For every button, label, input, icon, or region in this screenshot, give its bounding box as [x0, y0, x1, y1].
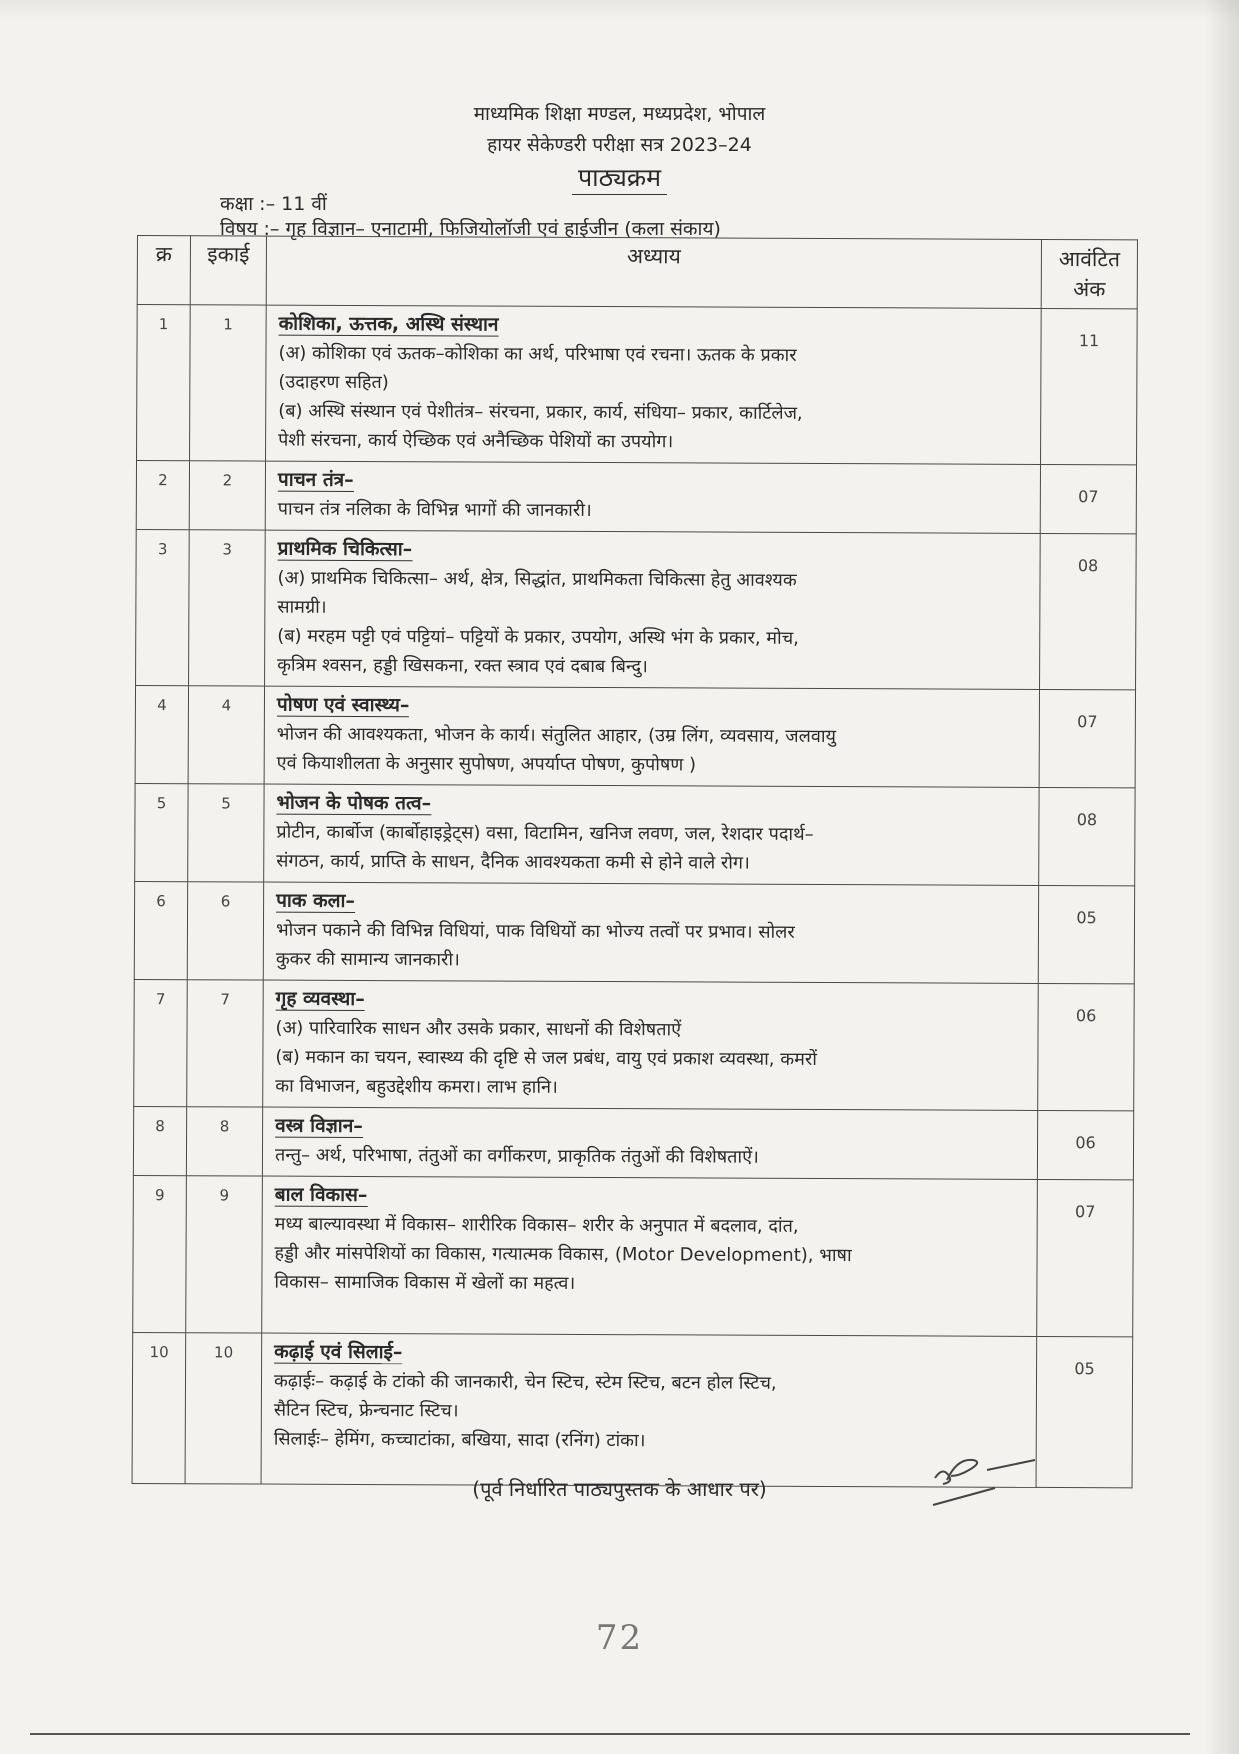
row-sno: 3 — [136, 529, 190, 685]
row-unit: 7 — [187, 980, 264, 1107]
row-sno: 4 — [135, 685, 188, 783]
subject-line: विषय :– गृह विज्ञान– एनाटामी, फिजियोलॉजी एवं हाईजीन (कला संकाय) — [220, 218, 721, 240]
row-unit: 4 — [188, 686, 264, 784]
header-marks-line1: आवंटित — [1058, 247, 1121, 272]
chapter-title-text: बाल विकास– — [274, 1183, 368, 1207]
table-row — [136, 529, 1137, 689]
chapter-title-text: कोशिका, ऊत्तक, अस्थि संस्थान — [278, 312, 499, 336]
exam-session: हायर सेकेण्डरी परीक्षा सत्र 2023–24 — [487, 134, 752, 156]
chapter-title — [274, 1338, 1028, 1370]
chapter-line: (ब) अस्थि संस्थान एवं पेशीतंत्र– संरचना, प्रकार, कार्य, संधिया– प्रकार, कार्टिलेज, — [278, 400, 803, 424]
chapter-line: (ब) मकान का चयन, स्वास्थ्य की दृष्टि से जल प्रबंध, वायु एवं प्रकाश व्यवस्था, कमरों — [275, 1046, 817, 1070]
row-chapter — [266, 305, 1042, 464]
blank-spacer — [274, 1297, 1028, 1330]
chapter-title — [276, 789, 1030, 821]
scan-shade-top — [0, 0, 1239, 22]
class-line: कक्षा :– 11 वीं — [220, 193, 327, 215]
row-unit: 2 — [189, 461, 265, 530]
chapter-line: भोजन की आवश्यकता, भोजन के कार्य। संतुलित आहार, (उम्र लिंग, व्यवसाय, जलवायु — [276, 723, 837, 748]
chapter-line: संगठन, कार्य, प्राप्ति के साधन, दैनिक आवश्यकता कमी से होने वाले रोग। — [276, 850, 750, 874]
chapter-line: कढ़ाईः– कढ़ाई के टांको की जानकारी, चेन स्टिच, स्टेम स्टिच, बटन होल स्टिच, — [273, 1370, 777, 1394]
header-marks-line2: अंक — [1073, 277, 1106, 302]
chapter-line: एवं कियाशीलता के अनुसार सुपोषण, अपर्याप्त पोषण, कुपोषण ) — [276, 752, 697, 776]
chapter-line: प्रोटीन, कार्बोज (कार्बोहाइड्रेट्स) वसा, विटामिन, खनिज लवण, जल, रेशदार पदार्थ– — [276, 821, 814, 845]
chapter-line: कृत्रिम श्वसन, हड्डी खिसकना, रक्त स्त्राव एवं दबाब बिन्दु। — [277, 654, 648, 678]
chapter-title — [276, 887, 1030, 919]
syllabus-table — [132, 235, 1138, 1488]
chapter-line: सामग्री। — [277, 596, 327, 618]
row-unit: 9 — [186, 1176, 263, 1333]
row-marks: 06 — [1038, 983, 1135, 1110]
document-title-text: पाठ्यक्रम — [572, 163, 667, 195]
chapter-title — [277, 691, 1031, 723]
row-chapter — [263, 980, 1039, 1110]
signature-mark — [925, 1450, 1045, 1520]
footer-note: (पूर्व निर्धारित पाठ्यपुस्तक के आधार पर) — [472, 1477, 767, 1501]
row-unit: 5 — [188, 784, 264, 882]
chapter-title-text: गृह व्यवस्था– — [275, 987, 365, 1011]
row-unit: 3 — [189, 530, 266, 686]
chapter-line: कुकर की सामान्य जानकारी। — [275, 948, 460, 971]
chapter-line: विकास– सामाजिक विकास में खेलों का महत्व। — [274, 1271, 576, 1294]
row-sno: 5 — [135, 783, 188, 881]
header-chapter: अध्याय — [266, 236, 1041, 308]
chapter-title-text: पोषण एवं स्वास्थ्य– — [276, 693, 410, 717]
chapter-line: (उदाहरण सहित) — [278, 371, 389, 394]
row-marks: 07 — [1037, 1179, 1134, 1336]
table-row — [134, 881, 1134, 983]
row-marks: 05 — [1038, 885, 1134, 983]
row-marks: 08 — [1040, 533, 1137, 689]
chapter-title — [275, 1112, 1029, 1144]
row-chapter — [265, 530, 1041, 689]
chapter-title-text: वस्त्र विज्ञान– — [275, 1114, 363, 1137]
row-sno: 9 — [133, 1175, 187, 1332]
table-row — [133, 1175, 1134, 1336]
board-name: माध्यमिक शिक्षा मण्डल, मध्यप्रदेश, भोपाल — [473, 103, 766, 125]
row-marks: 06 — [1037, 1110, 1133, 1179]
row-unit: 8 — [186, 1107, 262, 1176]
header-marks — [1041, 239, 1137, 308]
row-unit: 1 — [190, 305, 267, 461]
chapter-line: तन्तु– अर्थ, परिभाषा, तंतुओं का वर्गीकरण, प्राकृतिक तंतुओं की विशेषताऐं। — [274, 1144, 759, 1168]
row-sno: 6 — [134, 881, 187, 979]
table-row — [135, 783, 1135, 885]
chapter-line: सिलाईः– हेमिंग, कच्चाटांका, बखिया, सादा (रनिंग) टांका। — [273, 1428, 646, 1452]
row-marks: 07 — [1039, 689, 1135, 787]
table-row — [136, 461, 1136, 534]
chapter-line: सैटिन स्टिच, फ्रेन्चनाट स्टिच। — [273, 1399, 459, 1422]
chapter-line: (ब) मरहम पट्टी एवं पट्टियां– पट्टियों के प्रकार, उपयोग, अस्थि भंग के प्रकार, मोच, — [277, 625, 799, 649]
row-sno: 2 — [136, 461, 189, 530]
row-chapter — [264, 686, 1039, 787]
chapter-title — [275, 1181, 1029, 1213]
header-sno: क्र — [137, 236, 190, 305]
row-sno: 1 — [137, 305, 191, 461]
row-sno: 10 — [132, 1332, 186, 1483]
table-row — [135, 685, 1135, 787]
row-sno: 8 — [133, 1106, 186, 1175]
bottom-rule — [30, 1733, 1190, 1735]
row-chapter — [262, 1176, 1038, 1336]
chapter-title — [279, 310, 1033, 342]
row-unit: 10 — [185, 1333, 262, 1484]
row-sno: 7 — [134, 979, 188, 1106]
row-chapter — [261, 1333, 1037, 1487]
chapter-title — [276, 985, 1030, 1017]
chapter-title — [278, 466, 1032, 498]
chapter-line: मध्य बाल्यावस्था में विकास– शारीरिक विकास– शरीर के अनुपात में बदलाव, दांत, — [274, 1213, 799, 1237]
row-unit: 6 — [187, 882, 263, 980]
table-row — [133, 1106, 1133, 1179]
row-chapter — [265, 461, 1040, 533]
chapter-title-text: भोजन के पोषक तत्व– — [276, 791, 432, 815]
header-unit: इकाई — [190, 236, 266, 305]
chapter-line: (अ) प्राथमिक चिकित्सा– अर्थ, क्षेत्र, सिद्धांत, प्राथमिकता चिकित्सा हेतु आवश्यक — [277, 567, 797, 591]
table-row — [134, 979, 1135, 1110]
chapter-line: (अ) कोशिका एवं ऊतक–कोशिका का अर्थ, परिभाषा एवं रचना। ऊतक के प्रकार — [278, 342, 797, 366]
chapter-title — [278, 535, 1032, 567]
table-header-row — [137, 236, 1137, 309]
chapter-line: पेशी संरचना, कार्य ऐच्छिक एवं अनैच्छिक पेशियों का उपयोग। — [278, 429, 674, 453]
chapter-title-text: कढ़ाई एवं सिलाई– — [274, 1340, 403, 1364]
chapter-title-text: पाक कला– — [276, 889, 355, 912]
chapter-line: का विभाजन, बहुउद्देशीय कमरा। लाभ हानि। — [275, 1075, 558, 1098]
document-title — [0, 160, 1239, 194]
table-body — [132, 305, 1137, 1488]
row-marks: 08 — [1039, 787, 1135, 885]
chapter-title-text: प्राथमिक चिकित्सा– — [277, 537, 413, 561]
chapter-line: भोजन पकाने की विभिन्न विधियां, पाक विधियों का भोज्य तत्वों पर प्रभाव। सोलर — [275, 919, 795, 943]
page-number: 72 — [595, 1618, 644, 1658]
row-chapter — [264, 784, 1039, 885]
chapter-line: हड्डी और मांसपेशियों का विकास, गत्यात्मक विकास, (Motor Development), भाषा — [274, 1242, 852, 1267]
row-chapter — [262, 1107, 1037, 1179]
chapter-line: पाचन तंत्र नलिका के विभिन्न भागों की जानकारी। — [277, 498, 592, 521]
row-marks: 05 — [1036, 1336, 1133, 1487]
row-chapter — [263, 882, 1038, 983]
table-row — [137, 305, 1138, 465]
chapter-title-text: पाचन तंत्र– — [277, 468, 354, 491]
row-marks: 11 — [1041, 308, 1138, 464]
row-marks: 07 — [1040, 464, 1136, 533]
chapter-line: (अ) पारिवारिक साधन और उसके प्रकार, साधनों की विशेषताऐं — [275, 1017, 682, 1041]
